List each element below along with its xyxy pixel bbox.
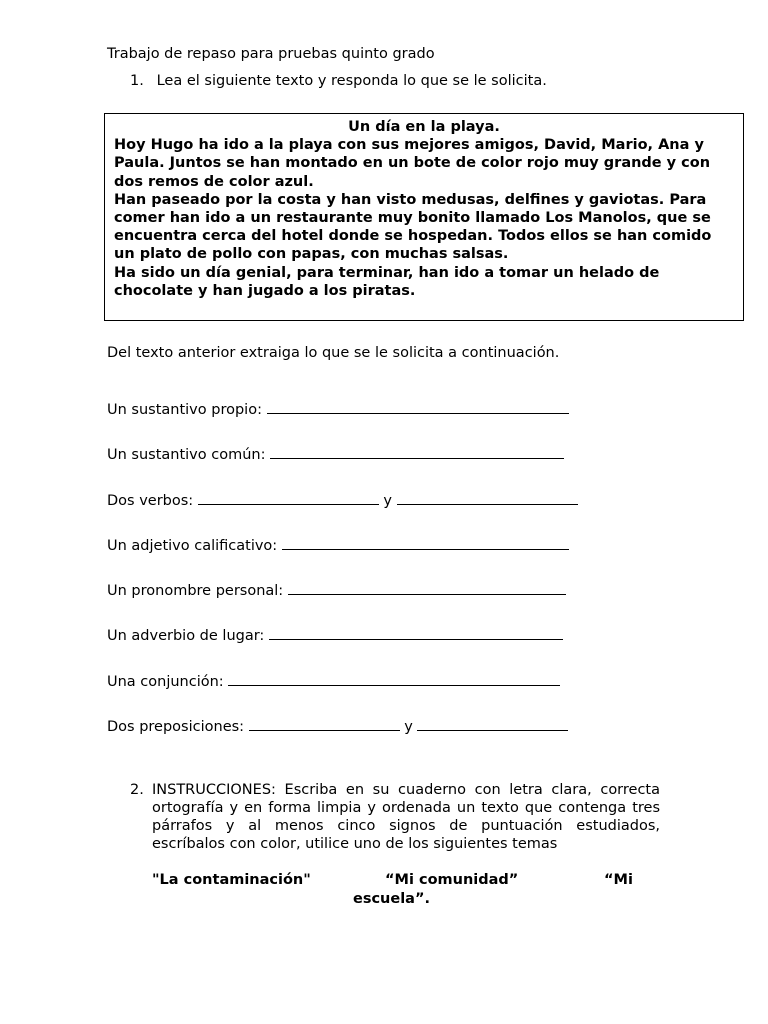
answer-line[interactable] — [269, 625, 563, 640]
answer-line[interactable] — [198, 490, 379, 505]
field-label: Un adverbio de lugar: — [107, 628, 265, 644]
page-title: Trabajo de repaso para pruebas quinto grado — [107, 46, 435, 62]
reading-box — [104, 113, 744, 321]
field-row — [107, 580, 566, 599]
field-row — [107, 625, 563, 644]
topic-item: “Mi comunidad” — [385, 872, 519, 888]
field-joiner: y — [383, 493, 392, 509]
reading-paragraph: Han paseado por la costa y han visto medusas, delfines y gaviotas. Para comer han ido a un restaurante muy bonito llamado Los Manolos, que se encuentra cerca del hotel donde se hospedan. Todos ellos se han comido un plato de pollo con papas, con muchas salsas. — [114, 191, 712, 263]
reading-paragraph: Ha sido un día genial, para terminar, han ido a tomar un helado de chocolate y han jugado a los piratas. — [114, 264, 660, 299]
field-row — [107, 444, 564, 463]
field-row — [107, 535, 569, 554]
field-row — [107, 671, 560, 690]
answer-line[interactable] — [397, 490, 578, 505]
answer-line[interactable] — [288, 580, 566, 595]
field-row — [107, 399, 569, 418]
topic-item: “Mi — [604, 872, 633, 888]
reading-paragraph: Hoy Hugo ha ido a la playa con sus mejores amigos, David, Mario, Ana y Paula. Juntos se han montado en un bote de color rojo muy grande y con dos remos de color azul. — [114, 137, 711, 190]
field-label: Una conjunción: — [107, 674, 224, 690]
field-label: Un sustantivo propio: — [107, 402, 262, 418]
question-1-text: Lea el siguiente texto y responda lo que se le solicita. — [156, 73, 547, 89]
question-1-number: 1. — [130, 73, 144, 89]
field-row — [107, 490, 578, 509]
topic-item: "La contaminación" — [152, 872, 311, 888]
answer-line[interactable] — [249, 716, 400, 731]
field-label: Un adjetivo calificativo: — [107, 538, 278, 554]
field-label: Dos preposiciones: — [107, 719, 245, 735]
field-label: Dos verbos: — [107, 493, 194, 509]
reading-title: Un día en la playa. — [348, 119, 500, 135]
question-2 — [130, 781, 660, 853]
answer-line[interactable] — [282, 535, 569, 550]
question-2-text: INSTRUCCIONES: Escriba en su cuaderno con letra clara, correcta ortografía y en forma limpia y ordenada un texto que contenga tres párrafos y al menos cinco signos de puntuación estudiados, escríbalos con color, utilice uno de los siguientes temas — [152, 782, 660, 852]
field-label: Un sustantivo común: — [107, 447, 266, 463]
field-joiner: y — [404, 719, 413, 735]
question-2-number: 2. — [130, 782, 144, 798]
instructions-intro: Del texto anterior extraiga lo que se le solicita a continuación. — [107, 345, 560, 361]
answer-line[interactable] — [270, 444, 564, 459]
field-label: Un pronombre personal: — [107, 583, 284, 599]
question-1 — [130, 73, 547, 89]
topic-item: escuela”. — [353, 891, 431, 907]
answer-line[interactable] — [267, 399, 569, 414]
answer-line[interactable] — [228, 671, 560, 686]
answer-line[interactable] — [417, 716, 568, 731]
field-row — [107, 716, 568, 735]
